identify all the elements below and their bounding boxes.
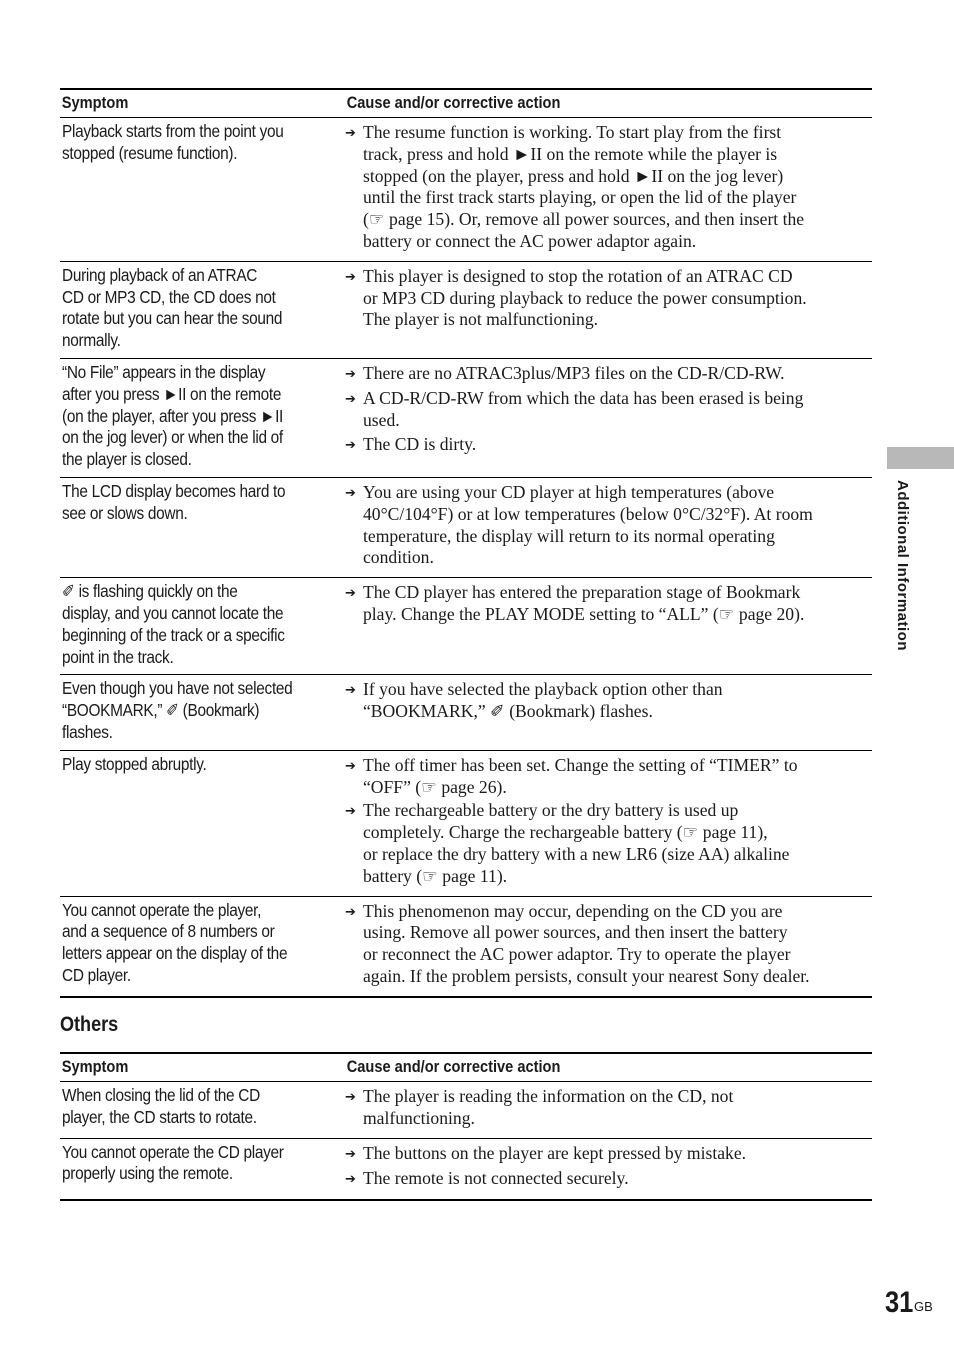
- arrow-icon: ➔: [345, 126, 356, 141]
- cause-cell: [345, 261, 872, 358]
- arrow-icon: ➔: [345, 1146, 356, 1162]
- symptom-text: “No File” appears in the display after you press ►II on the remote (on the player, after you press ►II on the jog lever) or when the lid of the player is closed.: [62, 361, 284, 470]
- corrective-action: [345, 679, 854, 723]
- corrective-action: [345, 482, 854, 569]
- arrow-icon: ➔: [345, 366, 356, 382]
- action-text: There are no ATRAC3plus/MP3 files on the CD-R/CD-RW.: [363, 362, 785, 383]
- corrective-action: [345, 1143, 854, 1166]
- section-tab-marker: [887, 447, 954, 469]
- symptom-cell: [60, 896, 345, 997]
- symptom-header: Symptom: [60, 1053, 305, 1082]
- symptom-cell: [60, 675, 345, 750]
- symptom-cell: [60, 358, 345, 477]
- table-row: [60, 896, 872, 997]
- arrow-icon: ➔: [345, 683, 356, 699]
- corrective-action: [345, 582, 854, 626]
- troubleshooting-section: [60, 88, 872, 998]
- table-row: [60, 358, 872, 477]
- action-text: If you have selected the playback option other than “BOOKMARK,” ✐ (Bookmark) flashes.: [363, 679, 723, 722]
- symptom-header: Symptom: [60, 89, 305, 118]
- corrective-action: [345, 755, 854, 799]
- cause-cell: [345, 750, 872, 896]
- troubleshooting-table-body: [60, 118, 872, 997]
- action-text: You are using your CD player at high temperatures (above 40°C/104°F) or at low temperatures (below 0°C/32°F). At room temperature, the display will return to its normal operating condition.: [363, 481, 813, 568]
- action-text: The remote is not connected securely.: [363, 1167, 629, 1188]
- arrow-icon: ➔: [345, 485, 356, 501]
- cause-cell: [345, 675, 872, 750]
- arrow-icon: ➔: [345, 269, 356, 285]
- others-table: [60, 1052, 872, 1201]
- table-row: [60, 477, 872, 577]
- action-text: The buttons on the player are kept pressed by mistake.: [363, 1142, 747, 1163]
- symptom-text: Play stopped abruptly.: [62, 753, 207, 774]
- arrow-icon: ➔: [345, 1171, 356, 1187]
- arrow-icon: ➔: [345, 758, 356, 774]
- cause-cell: [345, 477, 872, 577]
- cause-cell: [345, 118, 872, 262]
- table-row: [60, 1082, 872, 1139]
- cause-header: Cause and/or corrective action: [345, 89, 798, 118]
- corrective-action: [345, 1168, 854, 1191]
- symptom-text: ✐ is flashing quickly on the display, and you cannot locate the beginning of the track or a specific point in the track.: [62, 581, 285, 667]
- cause-cell: [345, 1082, 872, 1139]
- corrective-action: [345, 901, 854, 988]
- action-text: The CD is dirty.: [363, 433, 477, 454]
- table-row: [60, 1138, 872, 1200]
- table-row: [60, 675, 872, 750]
- symptom-cell: [60, 1082, 345, 1139]
- cause-cell: [345, 1138, 872, 1200]
- action-text: The off timer has been set. Change the setting of “TIMER” to “OFF” (☞ page 26).: [363, 754, 798, 797]
- page-suffix: GB: [914, 1299, 933, 1314]
- table-row: [60, 578, 872, 675]
- corrective-action: [345, 1086, 854, 1130]
- symptom-text: You cannot operate the player, and a sequence of 8 numbers or letters appear on the display of the CD player.: [62, 899, 288, 985]
- action-text: This phenomenon may occur, depending on the CD you are using. Remove all power sources, and then insert the battery or reconnect the AC power adaptor. Try to operate the player again. If the problem persists, consult your nearest Sony dealer.: [363, 900, 810, 986]
- cause-header: Cause and/or corrective action: [345, 1053, 798, 1082]
- action-text: A CD-R/CD-RW from which the data has been erased is being used.: [363, 387, 804, 430]
- cause-cell: [345, 358, 872, 477]
- page-number: 31: [885, 1286, 914, 1319]
- action-text: The CD player has entered the preparation stage of Bookmark play. Change the PLAY MODE setting to “ALL” (☞ page 20).: [363, 582, 805, 624]
- symptom-cell: [60, 578, 345, 675]
- arrow-icon: ➔: [345, 586, 356, 602]
- cause-cell: [345, 896, 872, 997]
- cause-cell: [345, 578, 872, 675]
- symptom-text: The LCD display becomes hard to see or slows down.: [62, 480, 286, 523]
- corrective-action: [345, 388, 854, 432]
- symptom-text: During playback of an ATRAC CD or MP3 CD, the CD does not rotate but you can hear the sound normally.: [62, 264, 283, 351]
- others-section: [60, 1052, 872, 1201]
- symptom-text: Even though you have not selected “BOOKMARK,” ✐ (Bookmark) flashes.: [62, 678, 293, 742]
- action-text: This player is designed to stop the rotation of an ATRAC CD or MP3 CD during playback to reduce the power consumption. The player is not malfunctioning.: [363, 265, 807, 330]
- corrective-action: [345, 434, 854, 457]
- corrective-action: [345, 363, 854, 386]
- symptom-cell: [60, 750, 345, 896]
- table-header-row: [60, 89, 872, 118]
- corrective-action: [345, 266, 854, 331]
- corrective-action: [345, 800, 854, 887]
- arrow-icon: ➔: [345, 904, 356, 920]
- arrow-icon: ➔: [345, 437, 356, 453]
- action-text: The resume function is working. To start play from the first track, press and hold ►II on the remote while the player is stopped (on the player, press and hold ►II on the jog lever) until the first track starts playing, or open the lid of the player (☞ page 15). Or, remove all power sources, and then insert the battery or connect the AC power adaptor again.: [363, 122, 805, 251]
- symptom-text: You cannot operate the CD player properly using the remote.: [62, 1141, 284, 1184]
- others-heading: Others: [60, 1013, 119, 1036]
- symptom-text: Playback starts from the point you stopped (resume function).: [62, 121, 284, 163]
- symptom-cell: [60, 261, 345, 358]
- table-row: [60, 750, 872, 896]
- arrow-icon: ➔: [345, 391, 356, 407]
- arrow-icon: ➔: [345, 804, 356, 820]
- arrow-icon: ➔: [345, 1090, 356, 1105]
- symptom-text: When closing the lid of the CD player, the CD starts to rotate.: [62, 1085, 260, 1127]
- troubleshooting-table: [60, 88, 872, 998]
- symptom-cell: [60, 477, 345, 577]
- table-row: [60, 118, 872, 262]
- action-text: The rechargeable battery or the dry battery is used up completely. Charge the rechargeable battery (☞ page 11), or replace the dry battery with a new LR6 (size AA) alkaline battery (☞ page 11).: [363, 800, 790, 886]
- table-header-row: [60, 1053, 872, 1082]
- section-side-label: Additional Information: [894, 480, 911, 651]
- others-table-body: [60, 1082, 872, 1200]
- table-row: [60, 261, 872, 358]
- symptom-cell: [60, 1138, 345, 1200]
- symptom-cell: [60, 118, 345, 262]
- corrective-action: [345, 122, 854, 253]
- action-text: The player is reading the information on the CD, not malfunctioning.: [363, 1086, 734, 1128]
